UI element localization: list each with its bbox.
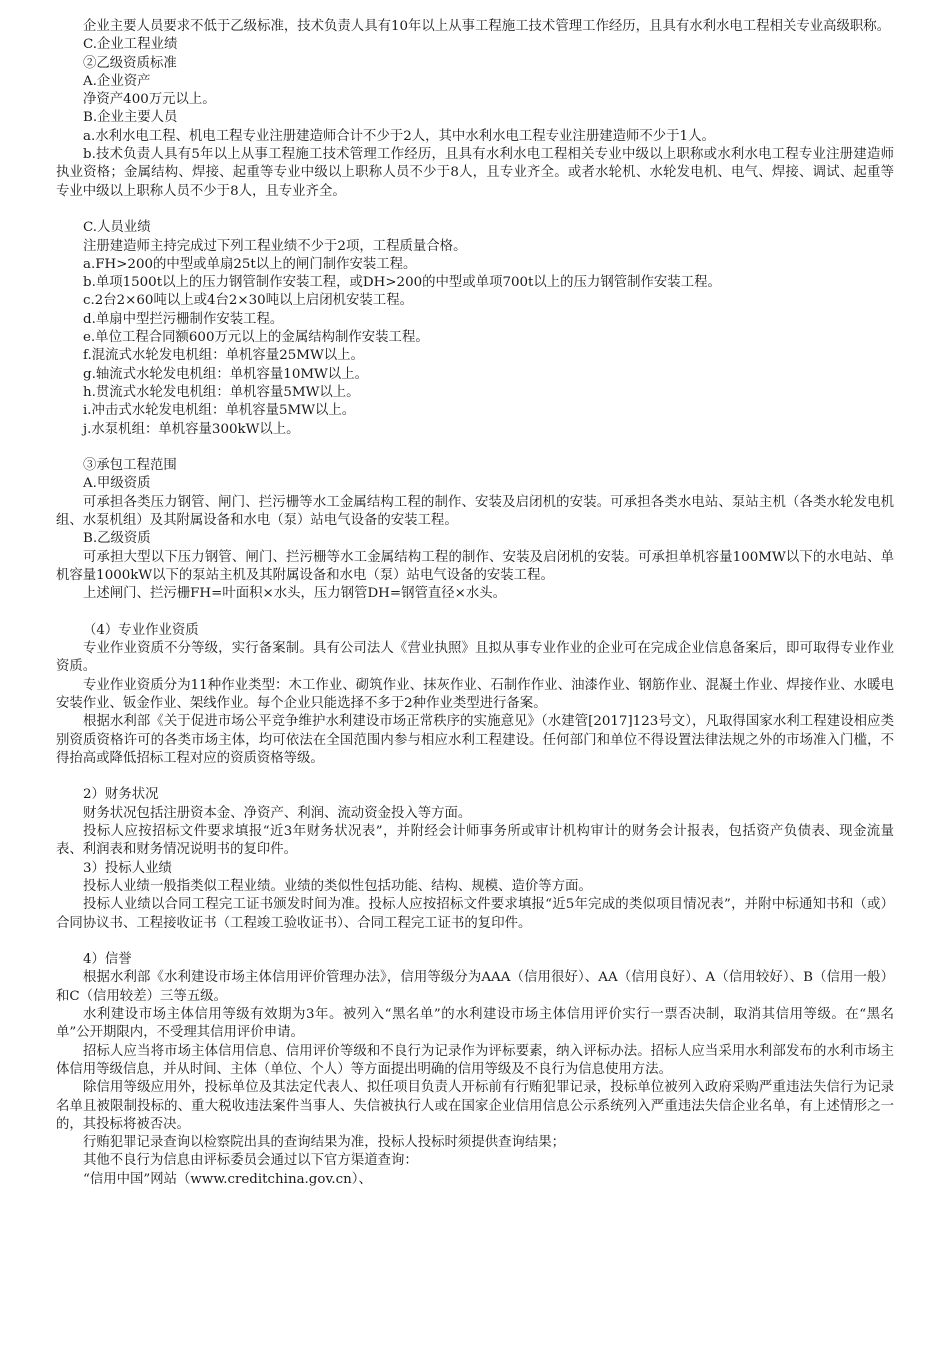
paragraph: 除信用等级应用外，投标单位及其法定代表人、拟任项目负责人开标前有行贿犯罪记录，投标单位被列入政府采购严重违法失信行为记录名单且被限制投标的、重大税收违法案件当事人、失信被执行人或在国家企业信用信息公示系统列入严重违法失信企业名单，有上述情形之一的，其投标将被否决。	[56, 1080, 894, 1132]
blank-line	[56, 768, 894, 786]
paragraph: B.企业主要人员	[83, 110, 178, 126]
paragraph: 专业作业资质分为11种作业类型：木工作业、砌筑作业、抹灰作业、石制作作业、油漆作业、钢筋作业、混凝土作业、焊接作业、水暖电安装作业、钣金作业、架线作业。每个企业只能选择不多于2种作业类型进行备案。	[56, 677, 894, 711]
paragraph: 行贿犯罪记录查询以检察院出具的查询结果为准，投标人投标时须提供查询结果；	[83, 1135, 566, 1151]
paragraph: 招标人应当将市场主体信用信息、信用评价等级和不良行为记录作为评标要素，纳入评标办法。招标人应当采用水利部发布的水利市场主体信用等级信息，并从时间、主体（单位、个人）等方面提出明确的信用等级及不良行为信息使用方法。	[56, 1043, 894, 1077]
paragraph: d.单扇中型拦污栅制作安装工程。	[83, 311, 284, 327]
paragraph: f.混流式水轮发电机组：单机容量25MW以上。	[83, 348, 364, 364]
document-body	[56, 18, 894, 1189]
paragraph: 可承担各类压力钢管、闸门、拦污栅等水工金属结构工程的制作、安装及启闭机的安装。可承担各类水电站、泵站主机（各类水轮发电机组、水泵机组）及其附属设备和水电（泵）站电气设备的安装工程。	[56, 494, 894, 529]
paragraph: ③承包工程范围	[83, 458, 177, 474]
paragraph: 3）投标人业绩	[83, 860, 172, 876]
paragraph: 专业作业资质不分等级，实行备案制。具有公司法人《营业执照》且拟从事专业作业的企业可在完成企业信息备案后，即可取得专业作业资质。	[56, 641, 894, 675]
paragraph: b.技术负责人具有5年以上从事工程施工技术管理工作经历，且具有水利水电工程相关专业中级以上职称或水利水电工程专业注册建造师执业资格；金属结构、焊接、起重等专业中级以上职称人员不少于8人，且专业齐全。或者水轮机、水轮发电机、电气、焊接、调试、起重等专业中级以上职称人员不少于8人，且专业齐全。	[56, 147, 894, 199]
paragraph: 上述闸门、拦污栅FH=叶面积×水头，压力钢管DH=钢管直径×水头。	[83, 586, 507, 602]
paragraph: A.甲级资质	[83, 476, 151, 492]
paragraph: “信用中国”网站（www.creditchina.gov.cn）、	[83, 1171, 372, 1187]
paragraph: 其他不良行为信息由评标委员会通过以下官方渠道查询：	[83, 1153, 418, 1169]
paragraph: 根据水利部《关于促进市场公平竞争维护水利建设市场正常秩序的实施意见》（水建管[2017]123号文），凡取得国家水利工程建设相应类别资质资格许可的各类市场主体，均可依法在全国范围内参与相应水利工程建设。任何部门和单位不得设置法律法规之外的市场准入门槛，不得抬高或降低招标工程对应的资质资格等级。	[56, 714, 894, 766]
paragraph: 水利建设市场主体信用等级有效期为3年。被列入“黑名单”的水利建设市场主体信用评价实行一票否决制，取消其信用等级。在“黑名单”公开期限内，不受理其信用评价申请。	[56, 1007, 894, 1041]
paragraph: 可承担大型以下压力钢管、闸门、拦污栅等水工金属结构工程的制作、安装及启闭机的安装。可承担单机容量100MW以下的水电站、单机容量1000kW以下的泵站主机及其附属设备和水电（泵）站电气设备的安装工程。	[56, 549, 894, 583]
paragraph: C.企业工程业绩	[83, 37, 178, 53]
paragraph: 净资产400万元以上。	[83, 92, 216, 108]
paragraph: e.单位工程合同额600万元以上的金属结构制作安装工程。	[83, 330, 429, 346]
paragraph: 2）财务状况	[83, 787, 159, 803]
paragraph: b.单项1500t以上的压力钢管制作安装工程，或DH>200的中型或单项700t以上的压力钢管制作安装工程。	[83, 275, 721, 291]
blank-line	[56, 201, 894, 219]
paragraph: B.乙级资质	[83, 531, 151, 547]
paragraph: 投标人应按招标文件要求填报“近3年财务状况表”，并附经会计师事务所或审计机构审计的财务会计报表，包括资产负债表、现金流量表、利润表和财务情况说明书的复印件。	[56, 824, 894, 858]
paragraph: h.贯流式水轮发电机组：单机容量5MW以上。	[83, 384, 360, 400]
paragraph: A.企业资产	[83, 73, 151, 89]
blank-line	[56, 933, 894, 951]
paragraph: 企业主要人员要求不低于乙级标准，技术负责人具有10年以上从事工程施工技术管理工作经历，且具有水利水电工程相关专业高级职称。	[83, 19, 891, 34]
paragraph: 投标人业绩以合同工程完工证书颁发时间为准。投标人应按招标文件要求填报“近5年完成的类似项目情况表”，并附中标通知书和（或）合同协议书、工程接收证书（工程竣工验收证书）、合同工程完工证书的复印件。	[56, 897, 894, 931]
paragraph: c.2台2×60吨以上或4台2×30吨以上启闭机安装工程。	[83, 293, 413, 309]
paragraph: ②乙级资质标准	[83, 55, 177, 71]
paragraph: 投标人业绩一般指类似工程业绩。业绩的类似性包括功能、结构、规模、造价等方面。	[83, 878, 592, 894]
paragraph: C.人员业绩	[83, 220, 151, 236]
paragraph: a.FH>200的中型或单扇25t以上的闸门制作安装工程。	[83, 256, 417, 272]
paragraph: a.水利水电工程、机电工程专业注册建造师合计不少于2人，其中水利水电工程专业注册建造师不少于1人。	[83, 128, 715, 144]
paragraph: i.冲击式水轮发电机组：单机容量5MW以上。	[83, 403, 356, 419]
paragraph: 财务状况包括注册资本金、净资产、利润、流动资金投入等方面。	[83, 805, 472, 821]
paragraph: j.水泵机组：单机容量300kW以上。	[83, 421, 300, 437]
blank-line	[56, 604, 894, 622]
paragraph: 注册建造师主持完成过下列工程业绩不少于2项，工程质量合格。	[83, 238, 467, 254]
paragraph: g.轴流式水轮发电机组：单机容量10MW以上。	[83, 366, 368, 382]
blank-line	[56, 439, 894, 457]
paragraph: （4）专业作业资质	[83, 622, 199, 638]
paragraph: 4）信誉	[83, 952, 132, 968]
paragraph: 根据水利部《水利建设市场主体信用评价管理办法》，信用等级分为AAA（信用很好）、AA（信用良好）、A（信用较好）、B（信用一般）和C（信用较差）三等五级。	[56, 970, 894, 1004]
